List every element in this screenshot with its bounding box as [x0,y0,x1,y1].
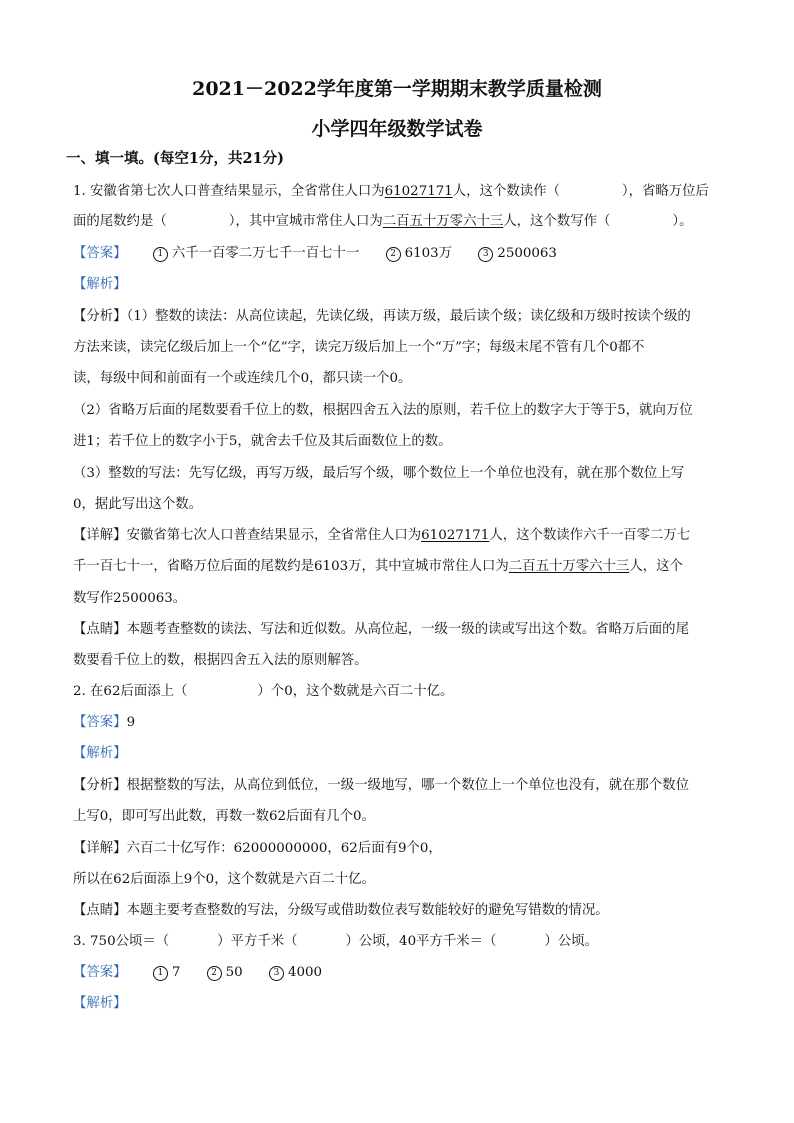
fenxi-text: 根据整数的写法，从高位到低位，一级一级地写，哪一个数位上一个单位也没有，就在那个数位 [126,778,689,793]
document-title: 2021－2022学年度第一学期期末教学质量检测 [192,78,602,100]
analysis-tag: 【解析】 [73,277,127,292]
q1-fenxi-line: 读，每级中间和前面有一个或连续几个0，都只读一个0。 [73,371,412,386]
circled-number: 3 [269,966,284,981]
section-heading: 一、填一填。(每空1分，共21分) [66,150,284,167]
q1-text: 面的尾数约是（ [73,214,167,229]
answer-text: 50 [225,965,243,980]
q1-text: 1. 安徽省第七次人口普查结果显示，全省常住人口为 [73,184,385,199]
circled-number: 2 [207,966,222,981]
q1-fenxi-line: （3）整数的写法：先写亿级，再写万级，最后写个级，哪个数位上一个单位也没有，就在那个数位上写 [73,466,685,481]
answer-text: 9 [126,715,136,730]
q3-stem [73,933,598,951]
answer-label: 【答案】 [73,715,127,730]
analysis-label [73,276,127,294]
q1-underlined-number: 二百五十万零六十三 [382,214,504,229]
q1-fenxi-line: 进1；若千位上的数字小于5，就舍去千位及其后面数位上的数。 [73,434,452,449]
detail-label: 【详解】 [73,528,127,543]
fenxi-text: （1）整数的读法：从高位读起，先读亿级，再读万级，最后读个级；读亿级和万级时按读个级的 [126,309,691,324]
q2-dianjing-line [73,902,609,920]
q2-text: 2. 在62后面添上（ [73,684,188,699]
q3-text: ）公顷。 [544,934,599,949]
answer-text: 六千一百零二万七千一百七十一 [171,246,360,261]
q3-text: ）平方千米（ [217,934,298,949]
q1-stem-line1 [73,183,709,201]
answer-item [478,245,557,263]
q1-dianjing-line1 [73,621,689,639]
detail-text: 千一百七十一，省略万位后面的尾数约是6103万，其中宣城市常住人口为 [73,559,509,574]
answer-text: 4000 [287,965,323,980]
analysis-tag: 【解析】 [73,746,127,761]
q2-detail-line2: 所以在62后面添上9个0，这个数就是六百二十亿。 [73,872,375,887]
dianjing-text: 本题主要考查整数的写法，分级写或借助数位表写数能较好的避免写错数的情况。 [126,903,609,918]
q2-stem [73,683,453,701]
answer-item [207,964,243,982]
detail-text: 人，这个 [629,559,683,574]
circled-number: 3 [478,247,493,262]
detail-underlined-number: 二百五十万零六十三 [508,559,630,574]
q2-fenxi-line1 [73,777,689,795]
detail-text: 六百二十亿写作：62000000000，62后面有9个0， [126,841,442,856]
detail-text: 人，这个数读作六千一百零二万七 [489,528,691,543]
q1-detail-line1 [73,527,690,545]
circled-number: 1 [153,966,168,981]
q2-answer-line [73,714,135,732]
q1-population-number: 61027171 [384,184,453,199]
q3-answer-line [73,964,322,982]
q1-detail-line2 [73,558,683,576]
q1-fenxi-line: 方法来读，读完亿级后加上一个“亿”字，读完万级后加上一个“万”字；每级末尾不管有几个0都不 [73,340,645,355]
dianjing-label: 【点睛】 [73,903,127,918]
dianjing-text: 本题考查整数的读法、写法和近似数。从高位起，一级一级的读或写出这个数。省略万后面的尾 [126,622,689,637]
detail-underlined-number: 61027171 [421,528,490,543]
answer-text: 7 [171,965,181,980]
q1-detail-line3: 数写作2500063。 [73,591,187,606]
q1-text: 人，这个数写作（ [503,214,611,229]
answer-text: 2500063 [497,246,557,261]
q3-text: 3. 750公顷＝（ [73,934,170,949]
q1-fenxi-line: （2）省略万后面的尾数要看千位上的数，根据四舍五入法的原则，若千位上的数字大于等于5，就向万位 [73,403,693,418]
q1-answer-line [73,245,557,263]
q1-fenxi-line: 0，据此写出这个数。 [73,497,203,512]
circled-number: 2 [386,247,401,262]
answer-item [153,964,181,982]
q1-text: 人，这个数读作（ [452,184,560,199]
q1-text: ），其中宣城市常住人口为 [228,214,383,229]
analysis-label [73,995,127,1013]
answer-item [386,245,452,263]
answer-label: 【答案】 [73,965,127,980]
answer-text: 6103万 [404,246,453,261]
fenxi-label: 【分析】 [73,778,127,793]
analysis-tag: 【解析】 [73,996,127,1011]
fenxi-label: 【分析】 [73,309,127,324]
answer-item [153,245,359,263]
q1-stem-line2 [73,213,692,231]
q2-text: ）个0，这个数就是六百二十亿。 [257,684,454,699]
q1-text: ）。 [672,214,693,229]
dianjing-label: 【点睛】 [73,622,127,637]
q1-text: ），省略万位后 [621,184,709,199]
answer-label: 【答案】 [73,246,127,261]
q2-detail-line1 [73,840,442,858]
circled-number: 1 [153,247,168,262]
q2-fenxi-line2: 上写0，即可写出此数，再数一数62后面有几个0。 [73,809,375,824]
answer-item [269,964,322,982]
detail-label: 【详解】 [73,841,127,856]
analysis-label [73,745,127,763]
q1-fenxi-line [73,308,691,326]
q3-text: ）公顷，40平方千米＝（ [345,934,497,949]
document-subtitle: 小学四年级数学试卷 [311,118,483,140]
q1-dianjing-line2: 数要看千位上的数，根据四舍五入法的原则解答。 [73,653,368,668]
detail-text: 安徽省第七次人口普查结果显示，全省常住人口为 [126,528,422,543]
